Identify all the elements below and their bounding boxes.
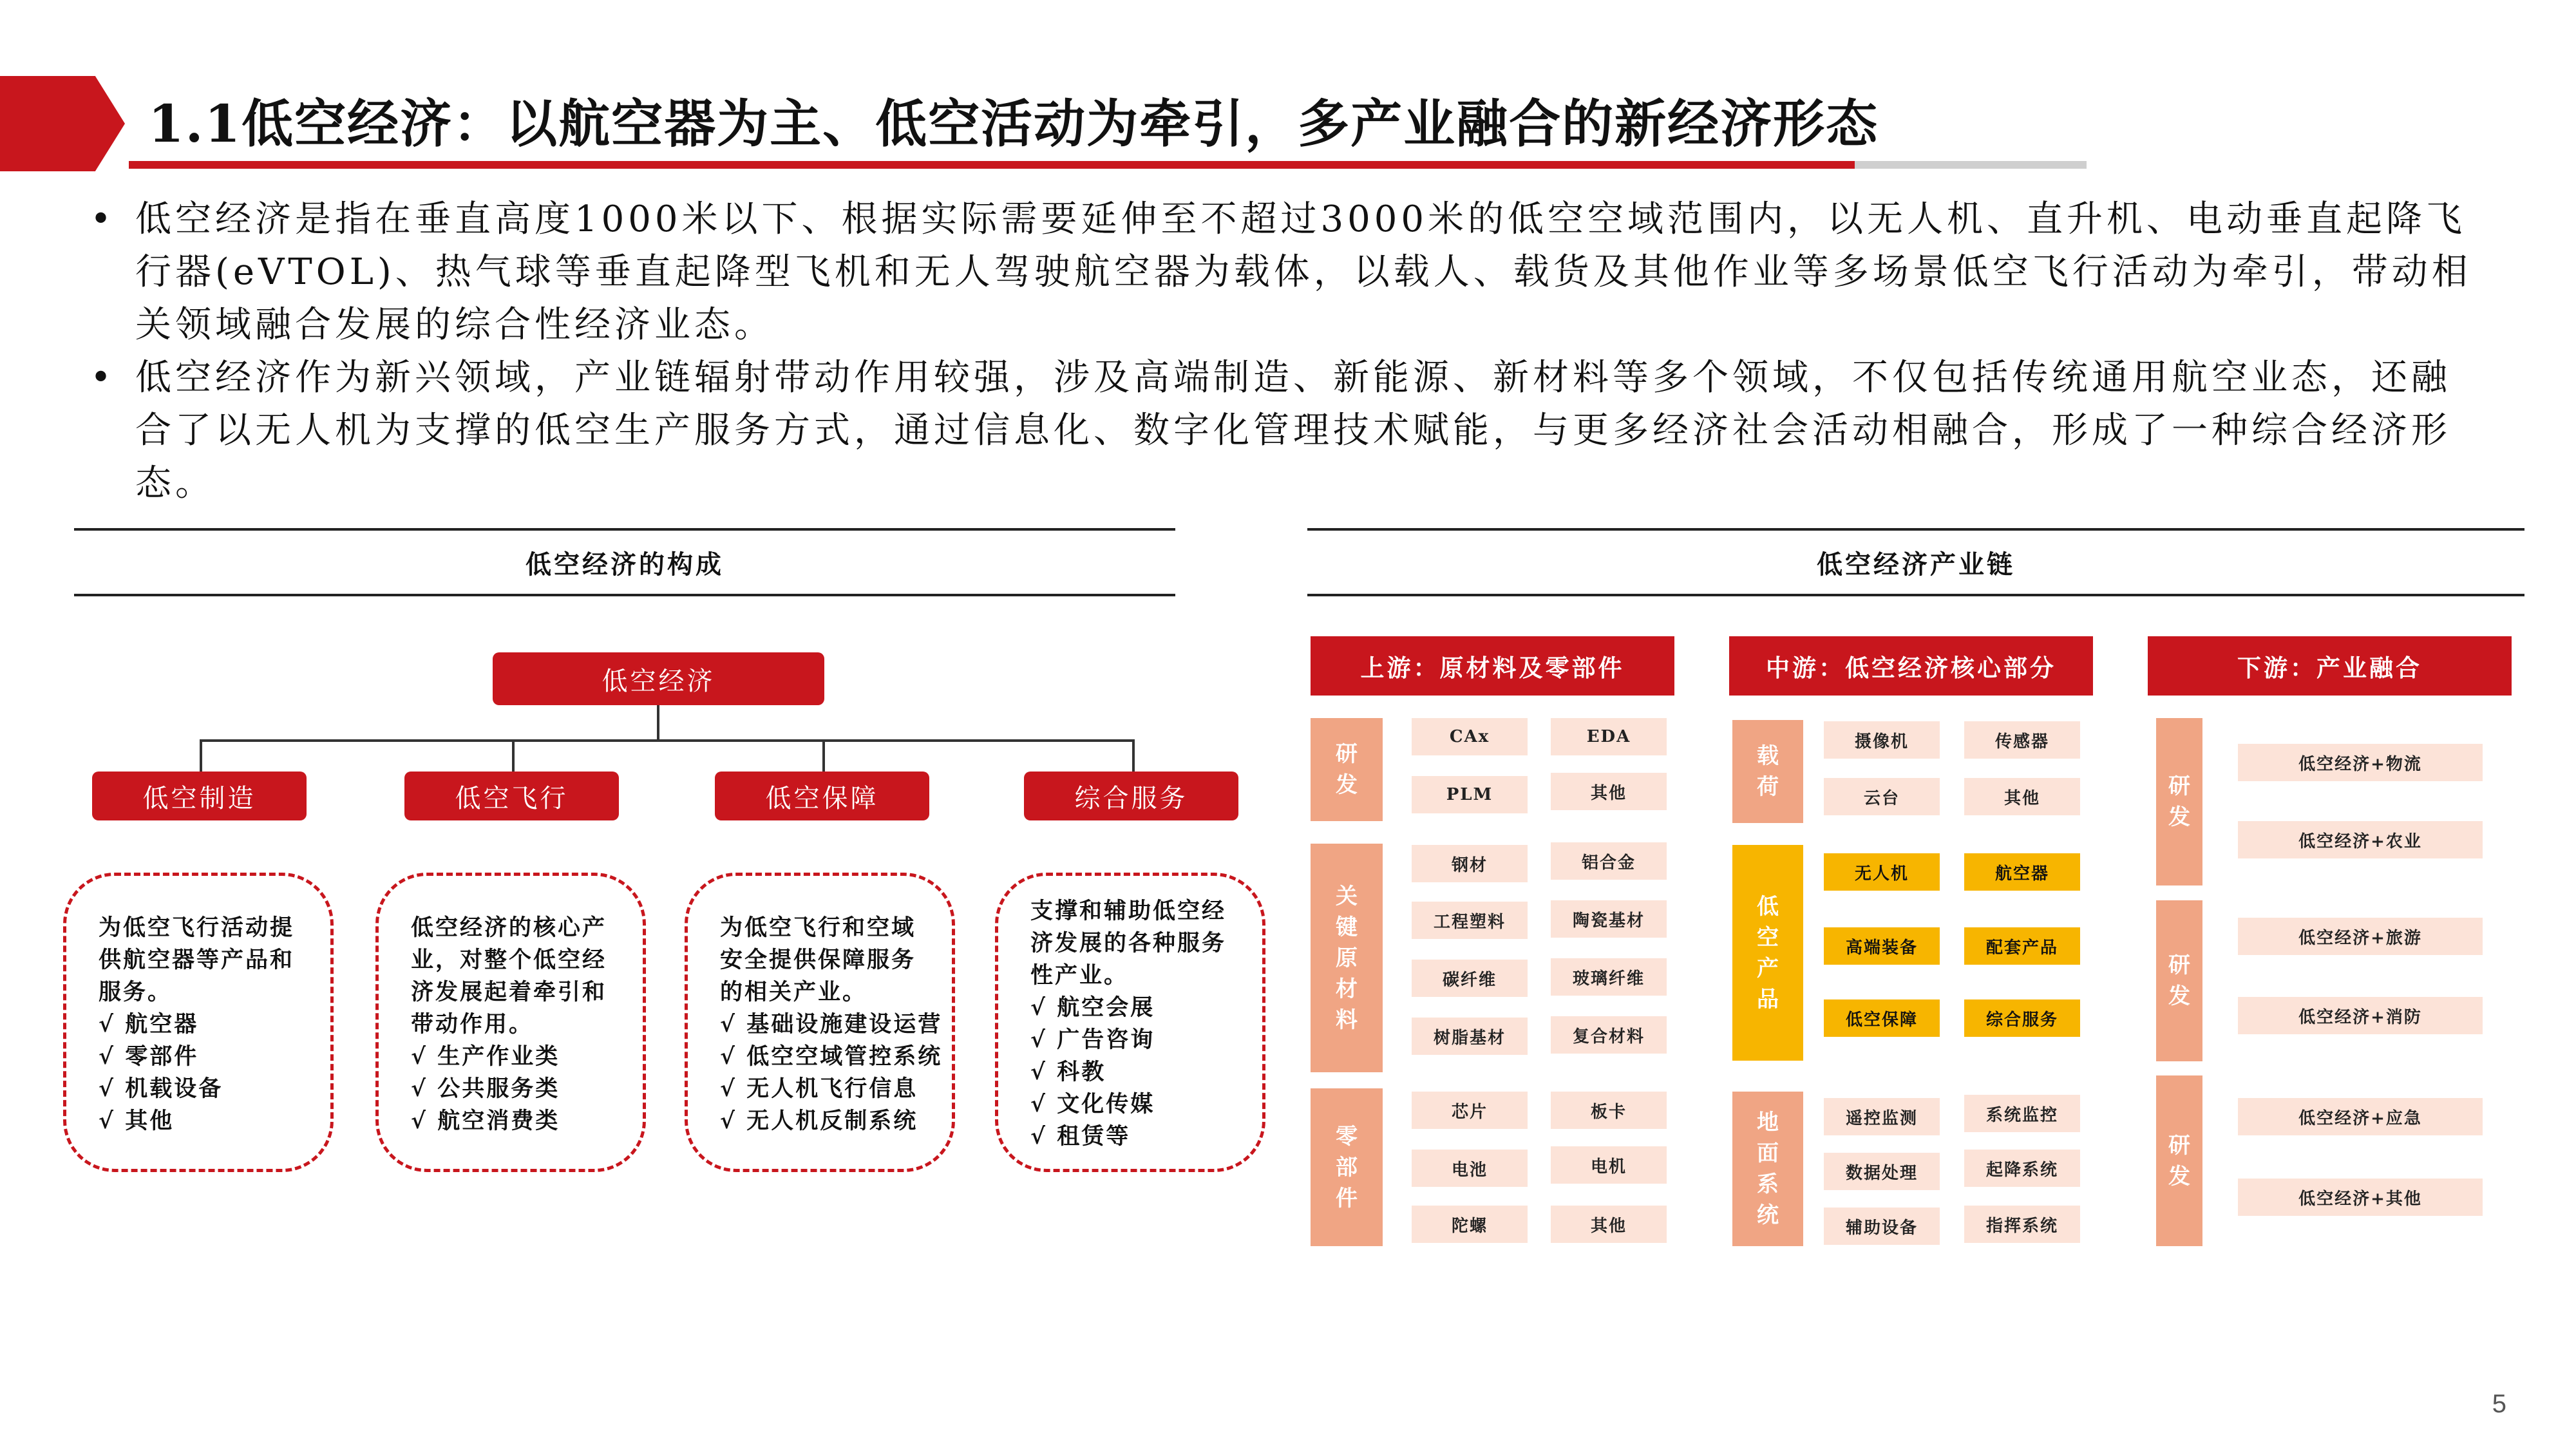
chain-cell: 配套产品 <box>1964 927 2080 965</box>
branch-item: √ 航空消费类 <box>411 1108 560 1134</box>
bullet-list <box>90 193 2473 510</box>
bullet-dot-icon: • <box>90 357 116 399</box>
branch-item: √ 航空器 <box>99 1011 199 1037</box>
branch-description <box>63 873 334 1172</box>
branch-item: √ 航空会展 <box>1030 994 1155 1021</box>
category-text: 地面系统 <box>1757 1110 1779 1228</box>
title-underline <box>129 161 1855 169</box>
downstream-header: 下游：产业融合 <box>2148 636 2512 696</box>
chain-cell: 高端装备 <box>1824 927 1940 965</box>
category-label <box>1732 845 1803 1061</box>
connector <box>200 739 202 773</box>
connector <box>200 739 1133 742</box>
branch-item: √ 文化传媒 <box>1030 1091 1155 1117</box>
chain-cell: 低空经济+消防 <box>2238 997 2483 1034</box>
bullet-text: 低空经济作为新兴领域，产业链辐射带动作用较强，涉及高端制造、新能源、新材料等多个领域，不仅包括传统通用航空业态，还融合了以无人机为支撑的低空生产服务方式，通过信息化、数字化管理技术赋能，与更多经济社会活动相融合，形成了一种综合经济形态。 <box>135 357 2451 504</box>
connector <box>822 739 825 773</box>
chain-cell: 钢材 <box>1412 845 1528 882</box>
chain-cell: 复合材料 <box>1551 1016 1667 1054</box>
chain-cell: 低空经济+农业 <box>2238 821 2483 858</box>
chain-cell: 云台 <box>1824 778 1940 815</box>
category-text: 低空产品 <box>1757 893 1779 1012</box>
chain-cell: 电机 <box>1551 1146 1667 1184</box>
category-text: 关键原材料 <box>1336 883 1358 1033</box>
chain-cell: 遥控监测 <box>1824 1098 1940 1135</box>
connector <box>512 739 515 773</box>
branch-description <box>685 873 955 1172</box>
category-label <box>1732 720 1803 823</box>
category-label <box>1311 718 1383 821</box>
chain-cell: 低空经济+应急 <box>2238 1098 2483 1135</box>
category-label <box>1311 1088 1383 1246</box>
branch-item: √ 基础设施建设运营 <box>720 1011 943 1037</box>
header-chevron-red <box>71 76 125 171</box>
chain-cell: 玻璃纤维 <box>1551 958 1667 996</box>
branch-item: √ 无人机飞行信息 <box>720 1075 918 1102</box>
chain-cell: 系统监控 <box>1964 1095 2080 1132</box>
chain-cell: 芯片 <box>1412 1092 1528 1129</box>
chain-cell: 传感器 <box>1964 721 2080 759</box>
section-rule-bottom <box>1307 594 2524 596</box>
chain-cell: PLM <box>1412 776 1528 813</box>
branch-node: 低空制造 <box>92 772 307 820</box>
branch-item: √ 无人机反制系统 <box>720 1108 918 1134</box>
category-label <box>1732 1092 1803 1246</box>
composition-heading: 低空经济的构成 <box>526 549 724 580</box>
branch-desc-text: 为低空飞行和空域安全提供保障服务的相关产业。 <box>720 914 916 1005</box>
chain-cell: 陀螺 <box>1412 1206 1528 1243</box>
chain-cell: 摄像机 <box>1824 721 1940 759</box>
chain-cell: 低空经济+物流 <box>2238 744 2483 781</box>
chain-cell: EDA <box>1551 718 1667 755</box>
connector <box>1132 739 1135 773</box>
chain-cell: 起降系统 <box>1964 1150 2080 1187</box>
branch-desc-text: 为低空飞行活动提供航空器等产品和服务。 <box>99 914 295 1005</box>
chain-cell: 其他 <box>1551 773 1667 810</box>
chain-cell: 航空器 <box>1964 853 2080 891</box>
bullet-item <box>90 352 2473 510</box>
section-rule-top <box>74 528 1175 531</box>
branch-node: 低空飞行 <box>404 772 619 820</box>
category-text: 研发 <box>2168 773 2190 830</box>
midstream-header: 中游：低空经济核心部分 <box>1729 636 2093 696</box>
branch-item: √ 机载设备 <box>99 1075 223 1102</box>
root-node: 低空经济 <box>493 652 824 705</box>
section-rule-top <box>1307 528 2524 531</box>
category-label <box>2156 1075 2202 1246</box>
branch-item: √ 公共服务类 <box>411 1075 560 1102</box>
chain-cell: 无人机 <box>1824 853 1940 891</box>
chain-cell: 陶瓷基材 <box>1551 900 1667 938</box>
branch-node: 综合服务 <box>1024 772 1238 820</box>
bullet-text: 低空经济是指在垂直高度1000米以下、根据实际需要延伸至不超过3000米的低空空域范围内，以无人机、直升机、电动垂直起降飞行器(eVTOL)、热气球等垂直起降型飞机和无人驾驶航空器为载体，以载人、载货及其他作业等多场景低空飞行活动为牵引，带动相关领域融合发展的综合性经济业态。 <box>135 198 2472 346</box>
page-title: 1.1低空经济：以航空器为主、低空活动为牵引，多产业融合的新经济形态 <box>148 93 1879 154</box>
branch-item: √ 零部件 <box>99 1043 199 1070</box>
chain-cell: 铝合金 <box>1551 842 1667 880</box>
page-number: 5 <box>2492 1390 2506 1418</box>
category-text: 研发 <box>2168 1132 2190 1189</box>
chain-cell: 板卡 <box>1551 1092 1667 1129</box>
branch-item: √ 租赁等 <box>1030 1123 1131 1150</box>
bullet-item <box>90 193 2473 352</box>
category-label <box>2156 900 2202 1061</box>
chain-cell: 低空经济+旅游 <box>2238 918 2483 955</box>
category-text: 零部件 <box>1336 1123 1358 1211</box>
chain-cell: 其他 <box>1551 1206 1667 1243</box>
chain-cell: 碳纤维 <box>1412 960 1528 997</box>
branch-desc-text: 支撑和辅助低空经济发展的各种服务性产业。 <box>1030 898 1227 989</box>
branch-item: √ 广告咨询 <box>1030 1027 1155 1053</box>
category-label <box>2156 718 2202 886</box>
upstream-header: 上游：原材料及零部件 <box>1311 636 1674 696</box>
chain-cell: 电池 <box>1412 1150 1528 1187</box>
category-label <box>1311 844 1383 1072</box>
chain-cell: 低空保障 <box>1824 999 1940 1037</box>
section-rule-bottom <box>74 594 1175 596</box>
category-text: 研发 <box>2168 952 2190 1009</box>
branch-item: √ 生产作业类 <box>411 1043 560 1070</box>
chain-cell: 数据处理 <box>1824 1153 1940 1190</box>
header-accent-block <box>0 76 76 171</box>
chain-cell: 低空经济+其他 <box>2238 1179 2483 1216</box>
bullet-dot-icon: • <box>90 198 116 240</box>
category-text: 研发 <box>1336 741 1358 798</box>
chain-cell: 其他 <box>1964 778 2080 815</box>
title-underline-grey <box>1855 161 2087 169</box>
chain-cell: 树脂基材 <box>1412 1018 1528 1055</box>
chain-cell: 辅助设备 <box>1824 1208 1940 1245</box>
chain-heading: 低空经济产业链 <box>1817 549 2015 580</box>
branch-description <box>995 873 1265 1172</box>
branch-description <box>375 873 646 1172</box>
chain-cell: 指挥系统 <box>1964 1206 2080 1243</box>
chain-cell: 综合服务 <box>1964 999 2080 1037</box>
chain-cell: CAx <box>1412 718 1528 755</box>
branch-desc-text: 低空经济的核心产业，对整个低空经济发展起着牵引和带动作用。 <box>411 914 607 1037</box>
category-text: 载荷 <box>1757 743 1779 800</box>
branch-node: 低空保障 <box>715 772 929 820</box>
branch-item: √ 低空空域管控系统 <box>720 1043 943 1070</box>
branch-item: √ 其他 <box>99 1108 175 1134</box>
connector <box>657 705 659 741</box>
chain-cell: 工程塑料 <box>1412 902 1528 939</box>
branch-item: √ 科教 <box>1030 1059 1106 1085</box>
